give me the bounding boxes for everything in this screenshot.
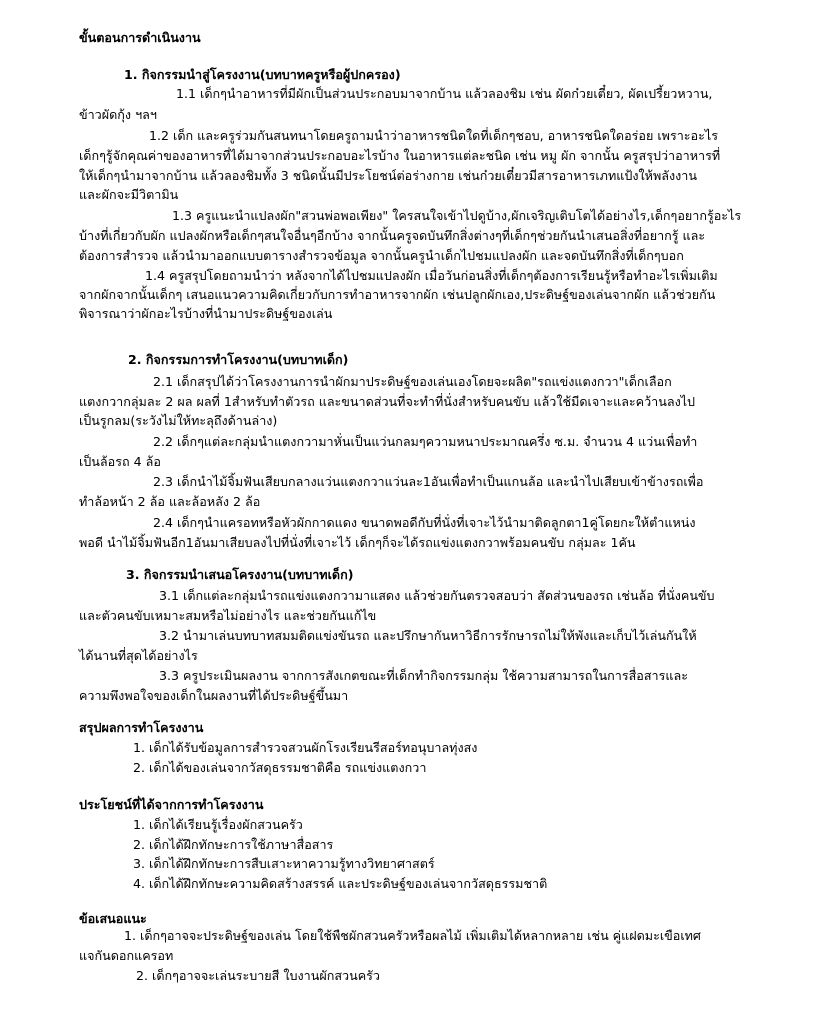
page-title: ขั้นตอนการดำเนินงาน <box>79 30 201 45</box>
paragraph-line: ได้นานที่สุดได้อย่างไร <box>79 648 198 663</box>
paragraph-line: แตงกวากลุ่มละ 2 ผล ผลที่ 1สำหรับทำตัวรถ และขนาดส่วนที่จะทำที่นั่งสำหรับคนขับ แล้วใช้มีดเจาะและคว้านลงไป <box>79 394 696 409</box>
paragraph-line: 2.2 เด็กๆแต่ละกลุ่มนำแตงกวามาหั่นเป็นแว่นกลมๆความหนาประมาณครึ่ง ซ.ม. จำนวน 4 แว่นเพื่อทำ <box>153 434 698 449</box>
paragraph-line: ทำล้อหน้า 2 ล้อ และล้อหลัง 2 ล้อ <box>79 494 261 509</box>
paragraph-line: ให้เด็กๆนำมาจากบ้าน แล้วลองชิมทั้ง 3 ชนิดนั้นมีประโยชน์ต่อร่างกาย เช่นก๋วยเตี๋ยวมีสารอาหารเภทแป้งให้พลังงาน <box>79 168 697 183</box>
list-item: 2. เด็กๆอาจจะเล่นระบายสี ใบงานผักสวนครัว <box>136 968 380 983</box>
list-item: 3. เด็กได้ฝึกทักษะการสืบเสาะหาความรู้ทางวิทยาศาสตร์ <box>133 856 435 871</box>
paragraph-line: พิจารณาว่าผักอะไรบ้างที่นำมาประดิษฐ์ของเล่น <box>79 306 333 321</box>
paragraph-line: 2.4 เด็กๆนำแครอทหรือหัวผักกาดแดง ขนาดพอดีกับที่นั่งที่เจาะไว้นำมาติดลูกตา1คู่โดยกะให้ตำแหน่ง <box>153 515 696 530</box>
paragraph-line: ต้องการสำรวจ แล้วนำมาออกแบบตารางสำรวจข้อมูล จากนั้นครูนำเด็กไปชมแปลงผัก และจดบันทึกสิ่งที่เด็กๆบอก <box>79 248 684 263</box>
paragraph-line: และตัวคนขับเหมาะสมหรือไม่อย่างไร และช่วยกันแก้ไข <box>79 608 377 623</box>
section-3-heading: 3. กิจกรรมนำเสนอโครงงาน(บทบาทเด็ก) <box>126 567 354 582</box>
list-item: 2. เด็กได้ฝึกทักษะการใช้ภาษาสื่อสาร <box>133 837 334 852</box>
benefits-heading: ประโยชน์ที่ได้จากการทำโครงงาน <box>79 797 264 812</box>
paragraph-line: 1.1 เด็กๆนำอาหารที่มีผักเป็นส่วนประกอบมาจากบ้าน แล้วลองชิม เช่น ผัดก๋วยเตี๋ยว, ผัดเปรี้ยวหวาน, <box>176 86 713 101</box>
section-2-heading: 2. กิจกรรมการทำโครงงาน(บทบาทเด็ก) <box>128 352 349 367</box>
paragraph-line: 1.2 เด็ก และครูร่วมกันสนทนาโดยครูถามนำว่าอาหารชนิดใดที่เด็กๆชอบ, อาหารชนิดใดอร่อย เพราะอะไร <box>149 128 718 143</box>
paragraph-line: บ้างที่เกี่ยวกับผัก แปลงผักหรือเด็กๆสนใจอื่นๆอีกบ้าง จากนั้นครูจดบันทึกสิ่งต่างๆที่เด็กๆช่วยกันนำเสนอสิ่งที่อยากรู้ และ <box>79 228 706 243</box>
paragraph-line: เด็กๆรู้จักคุณค่าของอาหารที่ได้มาจากส่วนประกอบอะไรบ้าง ในอาหารแต่ละชนิด เช่น หมู ผัก จากนั้น ครูสรุปว่าอาหารที่ <box>79 148 721 163</box>
paragraph-line: 3.3 ครูประเมินผลงาน จากการสังเกตขณะที่เด็กทำกิจกรรมกลุ่ม ใช้ความสามารถในการสื่อสารและ <box>159 668 688 683</box>
paragraph-line: และผักจะมีวิตามิน <box>79 187 179 202</box>
list-item: 1. เด็กได้รับข้อมูลการสำรวจสวนผักโรงเรียนรีสอร์ทอนุบาลทุ่งสง <box>133 740 478 755</box>
paragraph-line: 2.3 เด็กนำไม้จิ้มฟันเสียบกลางแว่นแตงกวาแว่นละ1อันเพื่อทำเป็นแกนล้อ และนำไปเสียบเข้าข้างรถเพื่อ <box>153 474 704 489</box>
paragraph-line: ข้าวผัดกุ้ง ฯลฯ <box>79 107 157 122</box>
paragraph-line: 1.4 ครูสรุปโดยถามนำว่า หลังจากได้ไปชมแปลงผัก เมื่อวันก่อนสิ่งที่เด็กๆต้องการเรียนรู้หรือทำอะไรเพิ่มเติม <box>145 268 718 283</box>
paragraph-line: ความพึงพอใจของเด็กในผลงานที่ได้ประดิษฐ์ขึ้นมา <box>79 688 349 703</box>
section-1-heading: 1. กิจกรรมนำสู่โครงงาน(บทบาทครูหรือผู้ปกครอง) <box>124 67 401 82</box>
paragraph-line: เป็นล้อรถ 4 ล้อ <box>79 454 161 469</box>
list-item: 1. เด็กได้เรียนรู้เรื่องผักสวนครัว <box>133 817 303 832</box>
list-item: 1. เด็กๆอาจจะประดิษฐ์ของเล่น โดยใช้พืชผักสวนครัวหรือผลไม้ เพิ่มเติมได้หลากหลาย เช่น คู่แฝดมะเขือเทศ <box>124 928 701 943</box>
paragraph-line: เป็นรูกลม(ระวังไม่ให้ทะลุถึงด้านล่าง) <box>79 413 278 428</box>
summary-heading: สรุปผลการทำโครงงาน <box>79 720 204 735</box>
list-item: 2. เด็กได้ของเล่นจากวัสดุธรรมชาติคือ รถแข่งแตงกวา <box>133 760 427 775</box>
paragraph-line: 1.3 ครูแนะนำแปลงผัก"สวนพ่อพอเพียง" ใครสนใจเข้าไปดูบ้าง,ผักเจริญเติบโตได้อย่างไร,เด็กๆอยากรู้อะไร <box>172 208 742 223</box>
paragraph-line: 2.1 เด็กสรุปได้ว่าโครงงานการนำผักมาประดิษฐ์ของเล่นเองโดยจะผลิต"รถแข่งแตงกวา"เด็กเลือก <box>153 374 672 389</box>
paragraph-line: 3.1 เด็กแต่ละกลุ่มนำรถแข่งแตงกวามาแสดง แล้วช่วยกันตรวจสอบว่า สัดส่วนของรถ เช่นล้อ ที่นั่งคนขับ <box>159 588 715 603</box>
list-item: 4. เด็กได้ฝึกทักษะความคิดสร้างสรรค์ และประดิษฐ์ของเล่นจากวัสดุธรรมชาติ <box>133 876 548 891</box>
list-item: แจกันดอกแครอท <box>79 948 174 963</box>
suggestions-heading: ข้อเสนอแนะ <box>79 911 147 926</box>
paragraph-line: จากผักจากนั้นเด็กๆ เสนอแนวความคิดเกี่ยวกับการทำอาหารจากผัก เช่นปลูกผักเอง,ประดิษฐ์ของเล่นจากผัก แล้วช่วยกัน <box>79 287 716 302</box>
paragraph-line: 3.2 นำมาเล่นบทบาทสมมติดแข่งขันรถ และปรึกษากันหาวิธีการรักษารถไม่ให้พังและเก็บไว้เล่นกันให้ <box>159 628 697 643</box>
paragraph-line: พอดี นำไม้จิ้มฟันอีก1อันมาเสียบลงไปที่นั่งที่เจาะไว้ เด็กๆก็จะได้รถแข่งแตงกวาพร้อมคนขับ กลุ่มละ 1คัน <box>79 535 636 550</box>
